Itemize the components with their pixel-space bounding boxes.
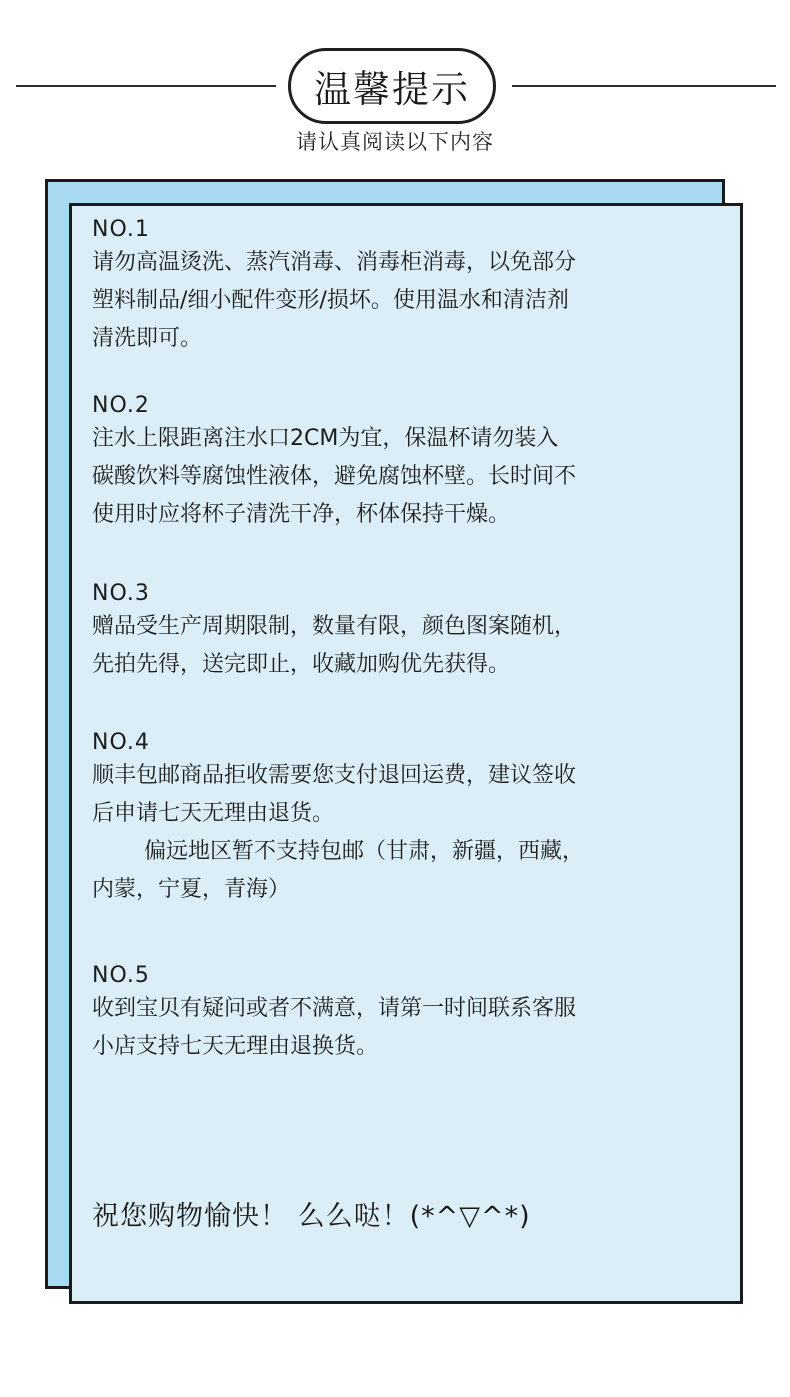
notice-text-line: 清洗即可。 xyxy=(92,326,203,351)
notice-text-line: 塑料制品/细小配件变形/损坏。使用温水和清洁剂 xyxy=(92,288,569,313)
notice-item-2 xyxy=(92,392,722,534)
notice-text-line: 偏远地区暂不支持包邮（甘肃，新疆，西藏， xyxy=(144,839,585,864)
notice-text-line: 碳酸饮料等腐蚀性液体，避免腐蚀杯壁。长时间不 xyxy=(92,464,577,489)
closing-message: 祝您购物愉快！ 么么哒！(*^▽^*) xyxy=(92,1201,531,1232)
title-badge xyxy=(288,48,496,124)
notice-item-5 xyxy=(92,962,722,1066)
page-title: 温馨提示 xyxy=(314,68,470,111)
notice-number: NO.2 xyxy=(92,393,150,418)
notice-text-line: 注水上限距离注水口2CM为宜，保温杯请勿装入 xyxy=(92,426,559,451)
notice-number: NO.3 xyxy=(92,581,150,606)
notice-text-line: 小店支持七天无理由退换货。 xyxy=(92,1034,379,1059)
notice-number: NO.4 xyxy=(92,730,150,755)
notice-item-3 xyxy=(92,580,722,684)
notice-number: NO.5 xyxy=(92,963,150,988)
notice-item-1 xyxy=(92,216,722,358)
notice-text-line: 使用时应将杯子清洗干净，杯体保持干燥。 xyxy=(92,502,511,527)
notice-number: NO.1 xyxy=(92,217,150,242)
notice-text-line: 收到宝贝有疑问或者不满意，请第一时间联系客服 xyxy=(92,996,577,1021)
notice-text-line: 先拍先得，送完即止，收藏加购优先获得。 xyxy=(92,652,511,677)
notice-text-line: 内蒙，宁夏，青海） xyxy=(92,877,291,902)
notice-text-line: 请勿高温烫洗、蒸汽消毒、消毒柜消毒，以免部分 xyxy=(92,250,577,275)
notice-item-4 xyxy=(92,729,722,909)
header-divider-left xyxy=(16,85,276,87)
notice-text-line: 顺丰包邮商品拒收需要您支付退回运费，建议签收 xyxy=(92,763,577,788)
header-divider-right xyxy=(512,85,776,87)
page-subtitle: 请认真阅读以下内容 xyxy=(296,130,494,154)
notice-text-line: 赠品受生产周期限制，数量有限，颜色图案随机， xyxy=(92,614,577,639)
notice-text-line: 后申请七天无理由退货。 xyxy=(92,801,335,826)
